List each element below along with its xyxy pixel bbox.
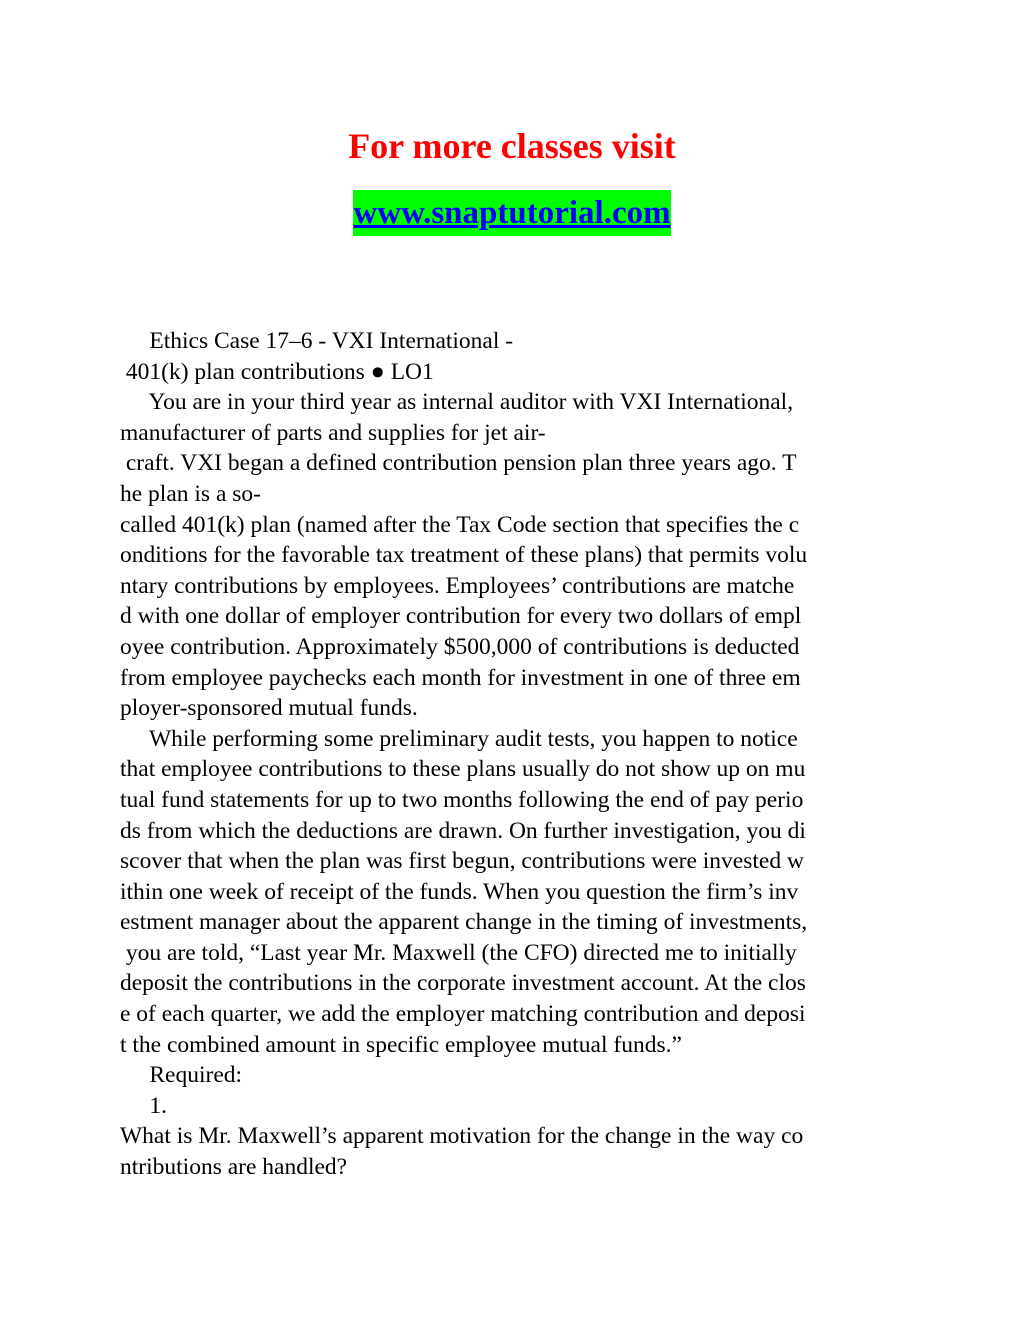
text-line: e of each quarter, we add the employer matching contribution and deposi: [120, 1001, 806, 1028]
text-line: ntributions are handled?: [120, 1154, 348, 1181]
text-line: What is Mr. Maxwell’s apparent motivation for the change in the way co: [120, 1123, 804, 1150]
text-line: called 401(k) plan (named after the Tax Code section that specifies the c: [120, 511, 800, 538]
text-line: Required:: [120, 1062, 243, 1089]
text-line: ployer-sponsored mutual funds.: [120, 695, 418, 722]
document-body: [120, 326, 920, 1183]
text-line: You are in your third year as internal auditor with VXI International,: [120, 389, 794, 416]
text-line: you are told, “Last year Mr. Maxwell (the CFO) directed me to initially: [120, 939, 797, 966]
text-line: deposit the contributions in the corporate investment account. At the clos: [120, 970, 806, 997]
text-line: 401(k) plan contributions ● LO1: [120, 358, 434, 385]
text-line: tual fund statements for up to two months following the end of pay perio: [120, 786, 804, 813]
text-line: onditions for the favorable tax treatment of these plans) that permits volu: [120, 542, 808, 569]
text-line: t the combined amount in specific employee mutual funds.”: [120, 1031, 682, 1058]
text-line: scover that when the plan was first begun, contributions were invested w: [120, 848, 804, 875]
text-line: from employee paychecks each month for investment in one of three em: [120, 664, 801, 691]
snaptutorial-link[interactable]: www.snaptutorial.com: [353, 190, 670, 236]
link-container: [0, 190, 1024, 236]
text-line: oyee contribution. Approximately $500,000 of contributions is deducted: [120, 633, 800, 660]
text-line: 1.: [120, 1092, 167, 1119]
text-line: d with one dollar of employer contribution for every two dollars of empl: [120, 603, 802, 630]
text-line: While performing some preliminary audit tests, you happen to notice: [120, 725, 798, 752]
text-line: ntary contributions by employees. Employees’ contributions are matche: [120, 572, 795, 599]
page-heading: For more classes visit: [348, 126, 676, 166]
text-line: manufacturer of parts and supplies for jet air-: [120, 419, 546, 446]
text-line: estment manager about the apparent change in the timing of investments,: [120, 909, 808, 936]
text-line: that employee contributions to these plans usually do not show up on mu: [120, 756, 806, 783]
text-line: ithin one week of receipt of the funds. When you question the firm’s inv: [120, 878, 799, 905]
text-line: ds from which the deductions are drawn. On further investigation, you di: [120, 817, 806, 844]
text-line: Ethics Case 17–6 - VXI International -: [120, 328, 514, 354]
text-line: he plan is a so-: [120, 480, 261, 507]
text-line: craft. VXI began a defined contribution pension plan three years ago. T: [120, 450, 797, 477]
